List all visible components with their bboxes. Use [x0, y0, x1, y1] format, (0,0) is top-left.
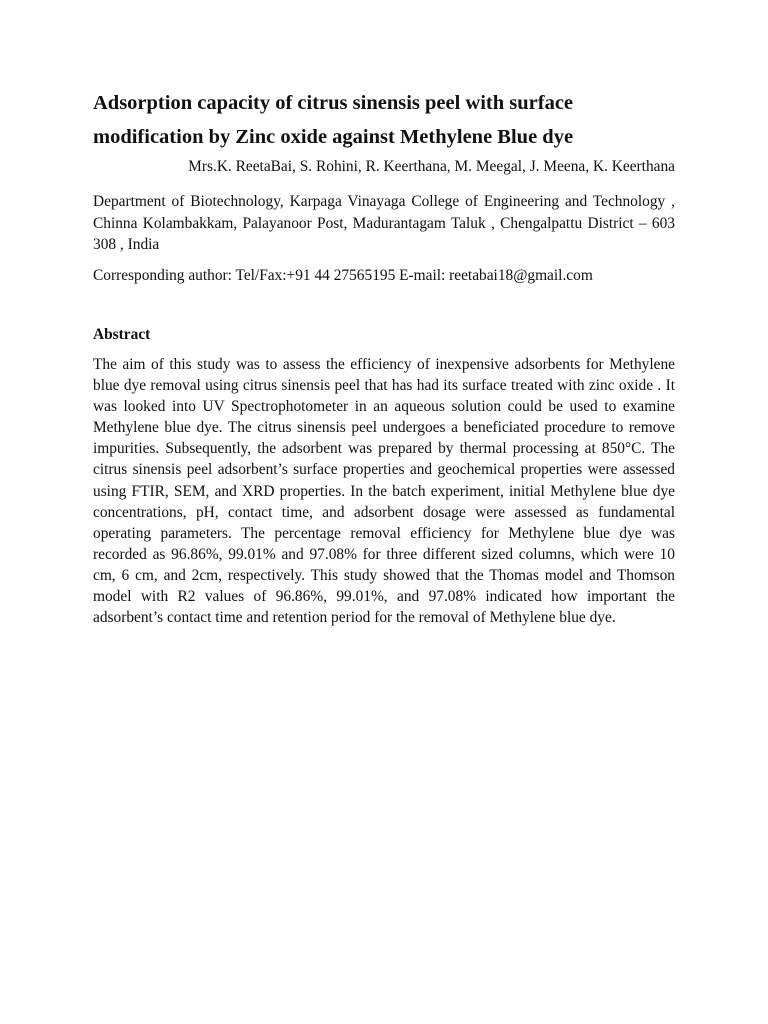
corresponding-author: Corresponding author: Tel/Fax:+91 44 27565195 E-mail: reetabai18@gmail.com [93, 266, 593, 284]
abstract-text: The aim of this study was to assess the efficiency of inexpensive adsorbents for Methylene blue dye removal using citrus sinensis peel that has had its surface treated with zinc oxide . It was looked into UV Spectrophotometer in an aqueous solution could be used to examine Methylene blue dye. The citrus sinensis peel undergoes a beneficiated procedure to remove impurities. Subsequently, the adsorbent was prepared by thermal processing at 850°C. The citrus sinensis peel adsorbent’s surface properties and geochemical properties were assessed using FTIR, SEM, and XRD properties. In the batch experiment, initial Methylene blue dye concentrations, pH, contact time, and adsorbent dosage were assessed as fundamental operating parameters. The percentage removal efficiency for Methylene blue dye was recorded as 96.86%, 99.01% and 97.08% for three different sized columns, which were 10 cm, 6 cm, and 2cm, respectively. This study showed that the Thomas model and Thomson model with R2 values of 96.86%, 99.01%, and 97.08% indicated how important the adsorbent’s contact time and retention period for the removal of Methylene blue dye. [93, 356, 675, 627]
author-list: Mrs.K. ReetaBai, S. Rohini, R. Keerthana, M. Meegal, J. Meena, K. Keerthana [188, 158, 675, 175]
paper-title: Adsorption capacity of citrus sinensis peel with surface modification by Zinc oxide against Methylene Blue dye [93, 92, 574, 148]
abstract-heading: Abstract [93, 326, 151, 343]
affiliation: Department of Biotechnology, Karpaga Vinayaga College of Engineering and Technology , Chinna Kolambakkam, Palayanoor Post, Madurantagam Taluk , Chengalpattu District – 603 308 , India [93, 193, 675, 253]
document-page [93, 86, 675, 628]
